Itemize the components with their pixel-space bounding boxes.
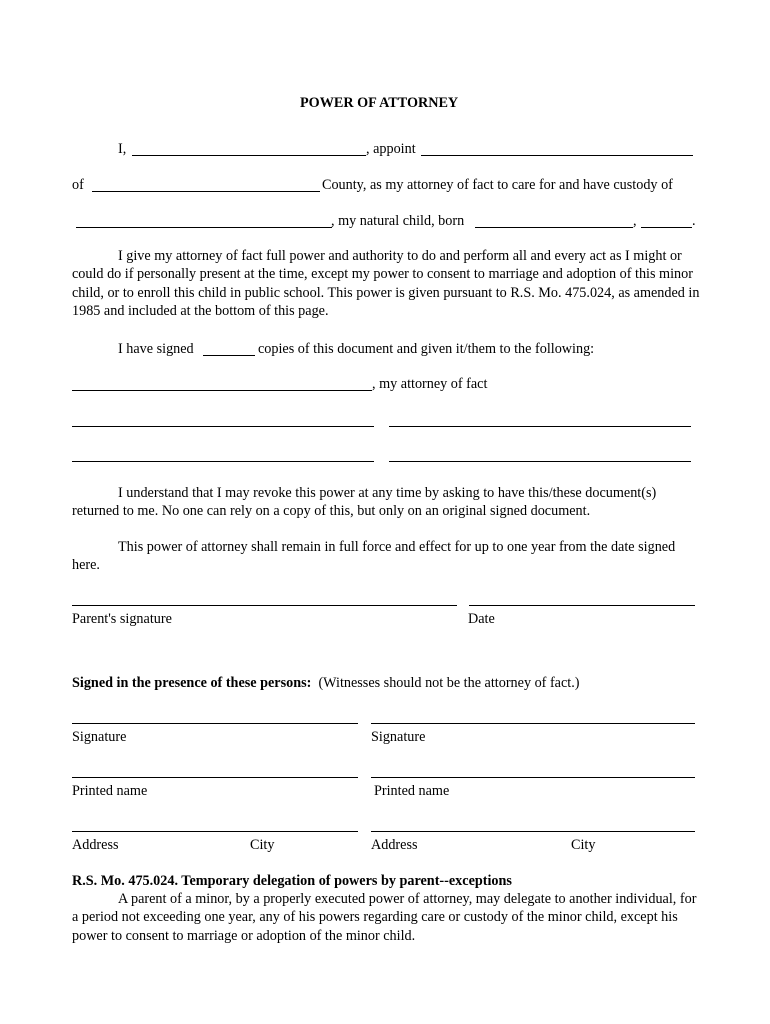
parent-signature-label: Parent's signature bbox=[72, 611, 172, 627]
witness2-address-line[interactable] bbox=[371, 831, 695, 832]
witness2-signature-label: Signature bbox=[371, 729, 426, 745]
copies-suffix: copies of this document and given it/them to the following: bbox=[258, 341, 595, 357]
comma-text: , bbox=[633, 213, 637, 229]
county-text: County, as my attorney of fact to care for and have custody of bbox=[322, 177, 673, 193]
document-title: POWER OF ATTORNEY bbox=[300, 95, 459, 111]
recipient-blank-3[interactable] bbox=[72, 461, 374, 462]
of-label: of bbox=[72, 177, 84, 193]
witness2-printed-name-label: Printed name bbox=[374, 783, 450, 799]
witness-heading bbox=[72, 674, 580, 692]
i-label: I, bbox=[118, 141, 127, 157]
witness2-address-label: Address bbox=[371, 837, 418, 853]
period-text: . bbox=[692, 213, 696, 229]
force-text: This power of attorney shall remain in full force and effect for up to one year from the date signed here. bbox=[72, 539, 676, 574]
attorney-of-fact-blank[interactable] bbox=[72, 390, 372, 391]
natural-child-label: , my natural child, born bbox=[331, 213, 465, 229]
witness-heading-note: (Witnesses should not be the attorney of fact.) bbox=[318, 675, 580, 691]
witness1-printed-name-line[interactable] bbox=[72, 777, 358, 778]
authority-paragraph bbox=[72, 247, 704, 320]
grantor-name-blank[interactable] bbox=[132, 155, 366, 156]
revoke-paragraph bbox=[72, 484, 704, 521]
copies-prefix: I have signed bbox=[118, 341, 194, 357]
witness2-printed-name-line[interactable] bbox=[371, 777, 695, 778]
revoke-text: I understand that I may revoke this power at any time by asking to have this/these document(s) returned to me. No one can rely on a copy of this, but only on an original signed document. bbox=[72, 485, 657, 520]
appoint-label: , appoint bbox=[366, 141, 416, 157]
witness1-signature-label: Signature bbox=[72, 729, 127, 745]
birth-date-blank[interactable] bbox=[475, 227, 633, 228]
witness1-address-line[interactable] bbox=[72, 831, 358, 832]
attorney-of-fact-label: , my attorney of fact bbox=[372, 376, 488, 392]
recipient-blank-2[interactable] bbox=[389, 426, 691, 427]
witness-heading-bold: Signed in the presence of these persons: bbox=[72, 675, 312, 691]
statute-paragraph bbox=[72, 890, 704, 945]
statute-heading: R.S. Mo. 475.024. Temporary delegation of powers by parent--exceptions bbox=[72, 873, 512, 889]
child-name-blank[interactable] bbox=[76, 227, 332, 228]
witness1-signature-line[interactable] bbox=[72, 723, 358, 724]
attorney-name-blank[interactable] bbox=[421, 155, 693, 156]
birth-year-blank[interactable] bbox=[641, 227, 692, 228]
witness2-city-label: City bbox=[571, 837, 596, 853]
recipient-blank-4[interactable] bbox=[389, 461, 691, 462]
county-blank[interactable] bbox=[92, 191, 320, 192]
force-paragraph bbox=[72, 538, 704, 575]
witness1-address-label: Address bbox=[72, 837, 119, 853]
authority-text: I give my attorney of fact full power and authority to do and perform all and every act as I might or could do if personally present at the time, except my power to consent to marriage and adoption of this minor child, or to enroll this child in public school. This power is given pursuant to R.S. Mo. 475.024, as amended in 1985 and included at the bottom of this page. bbox=[72, 248, 700, 319]
date-line[interactable] bbox=[469, 605, 695, 606]
date-label: Date bbox=[468, 611, 495, 627]
statute-text: A parent of a minor, by a properly executed power of attorney, may delegate to another individual, for a period not exceeding one year, any of his powers regarding care or custody of the minor child, except his power to consent to marriage or adoption of the minor child. bbox=[72, 891, 697, 944]
witness2-signature-line[interactable] bbox=[371, 723, 695, 724]
witness1-city-label: City bbox=[250, 837, 275, 853]
parent-signature-line[interactable] bbox=[72, 605, 457, 606]
copies-count-blank[interactable] bbox=[203, 355, 255, 356]
witness1-printed-name-label: Printed name bbox=[72, 783, 148, 799]
recipient-blank-1[interactable] bbox=[72, 426, 374, 427]
